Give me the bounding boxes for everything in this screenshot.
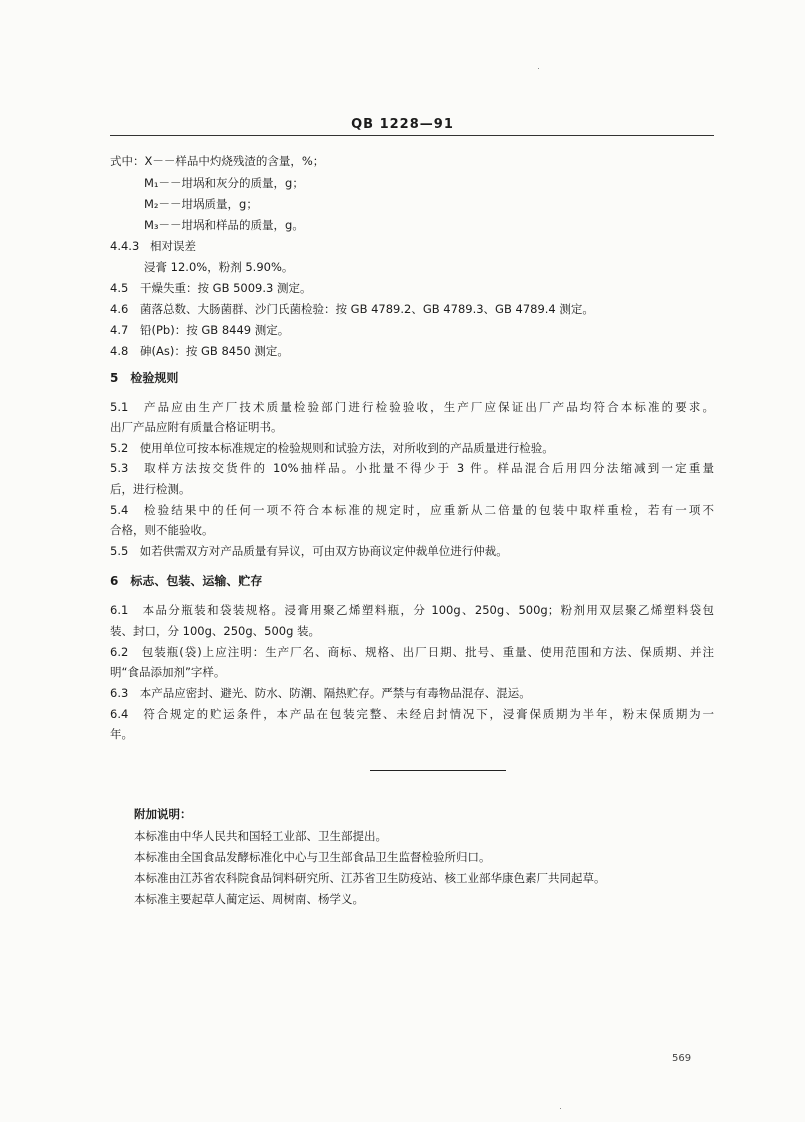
clause-text: 砷(As)：按 GB 8450 测定。 xyxy=(140,344,289,358)
clause-text: 铅(Pb)：按 GB 8449 测定。 xyxy=(140,323,290,337)
scan-speck xyxy=(538,68,539,69)
clause-number: 4.6 xyxy=(110,302,129,316)
clause-number: 4.8 xyxy=(110,344,129,358)
clause-5-3-line1: 5.3 取样方法按交货件的 10%抽样品。小批量不得少于 3 件。样品混合后用四分法缩减到一定重量 xyxy=(110,461,714,475)
clause-6-4-line1: 6.4 符合规定的贮运条件，本产品在包装完整、未经启封情况下，浸膏保质期为半年，粉末保质期为一 xyxy=(110,707,714,721)
clause-5-2: 5.2 使用单位可按本标准规定的检验规则和试验方法，对所收到的产品质量进行检验。 xyxy=(110,441,554,455)
clause-4-6 xyxy=(110,301,594,317)
formula-x: 式中：X－－样品中灼烧残渣的含量，%； xyxy=(110,154,325,168)
relative-error-text: 浸膏 12.0%，粉剂 5.90%。 xyxy=(144,260,294,274)
clause-6-3: 6.3 本产品应密封、避光、防水、防潮、隔热贮存。严禁与有毒物品混存、混运。 xyxy=(110,686,531,700)
formula-m3: M₃－－坩埚和样品的质量，g。 xyxy=(144,218,304,232)
page-header: QB 1228—91 xyxy=(351,117,454,132)
appendix-line-3: 本标准由江苏省农科院食品饲料研究所、江苏省卫生防疫站、核工业部华康色素厂共同起草。 xyxy=(134,871,606,885)
section-separator xyxy=(370,770,506,771)
clause-6-2-line2: 明“食品添加剂”字样。 xyxy=(110,665,226,679)
clause-number: 4.4.3 xyxy=(110,239,140,253)
clause-6-1-line2: 装、封口，分 100g、250g、500g 装。 xyxy=(110,624,321,638)
clause-title: 相对误差 xyxy=(150,239,196,253)
clause-number: 4.7 xyxy=(110,323,129,337)
clause-5-5: 5.5 如若供需双方对产品质量有异议，可由双方协商议定仲裁单位进行仲裁。 xyxy=(110,544,508,558)
appendix-title: 附加说明： xyxy=(134,807,192,821)
clause-5-4-line2: 合格，则不能验收。 xyxy=(110,523,214,537)
clause-4-8 xyxy=(110,343,289,359)
section-5-heading: 5 检验规则 xyxy=(110,371,179,385)
page-number: 569 xyxy=(672,1053,692,1064)
clause-text: 干燥失重：按 GB 5009.3 测定。 xyxy=(140,281,312,295)
formula-m1: M₁－－坩埚和灰分的质量，g； xyxy=(144,176,304,190)
appendix-line-4: 本标准主要起草人蔺定运、周树南、杨学义。 xyxy=(134,892,364,906)
clause-text: 菌落总数、大肠菌群、沙门氏菌检验：按 GB 4789.2、GB 4789.3、GB 4789.4 测定。 xyxy=(140,302,594,316)
clause-6-1-line1: 6.1 本品分瓶装和袋装规格。浸膏用聚乙烯塑料瓶，分 100g、250g、500g；粉剂用双层聚乙烯塑料袋包 xyxy=(110,603,714,617)
clause-4-5 xyxy=(110,280,312,296)
clause-5-1-line2: 出厂产品应附有质量合格证明书。 xyxy=(110,420,283,434)
clause-4-4-3 xyxy=(110,238,196,254)
clause-5-3-line2: 后，进行检测。 xyxy=(110,482,191,496)
section-6-heading: 6 标志、包装、运输、贮存 xyxy=(110,574,263,588)
clause-5-1-line1: 5.1 产品应由生产厂技术质量检验部门进行检验验收，生产厂应保证出厂产品均符合本标准的要求。 xyxy=(110,400,714,414)
clause-number: 4.5 xyxy=(110,281,129,295)
clause-5-4-line1: 5.4 检验结果中的任何一项不符合本标准的规定时，应重新从二倍量的包装中取样重检，若有一项不 xyxy=(110,503,714,517)
appendix-line-2: 本标准由全国食品发酵标准化中心与卫生部食品卫生监督检验所归口。 xyxy=(134,850,491,864)
clause-6-4-line2: 年。 xyxy=(110,727,133,741)
clause-6-2-line1: 6.2 包装瓶(袋)上应注明：生产厂名、商标、规格、出厂日期、批号、重量、使用范围和方法、保质期、并注 xyxy=(110,645,714,659)
clause-4-7 xyxy=(110,322,289,338)
scan-speck xyxy=(560,1108,561,1109)
appendix-line-1: 本标准由中华人民共和国轻工业部、卫生部提出。 xyxy=(134,829,387,843)
formula-m2: M₂－－坩埚质量，g； xyxy=(144,197,258,211)
header-rule xyxy=(110,135,714,136)
